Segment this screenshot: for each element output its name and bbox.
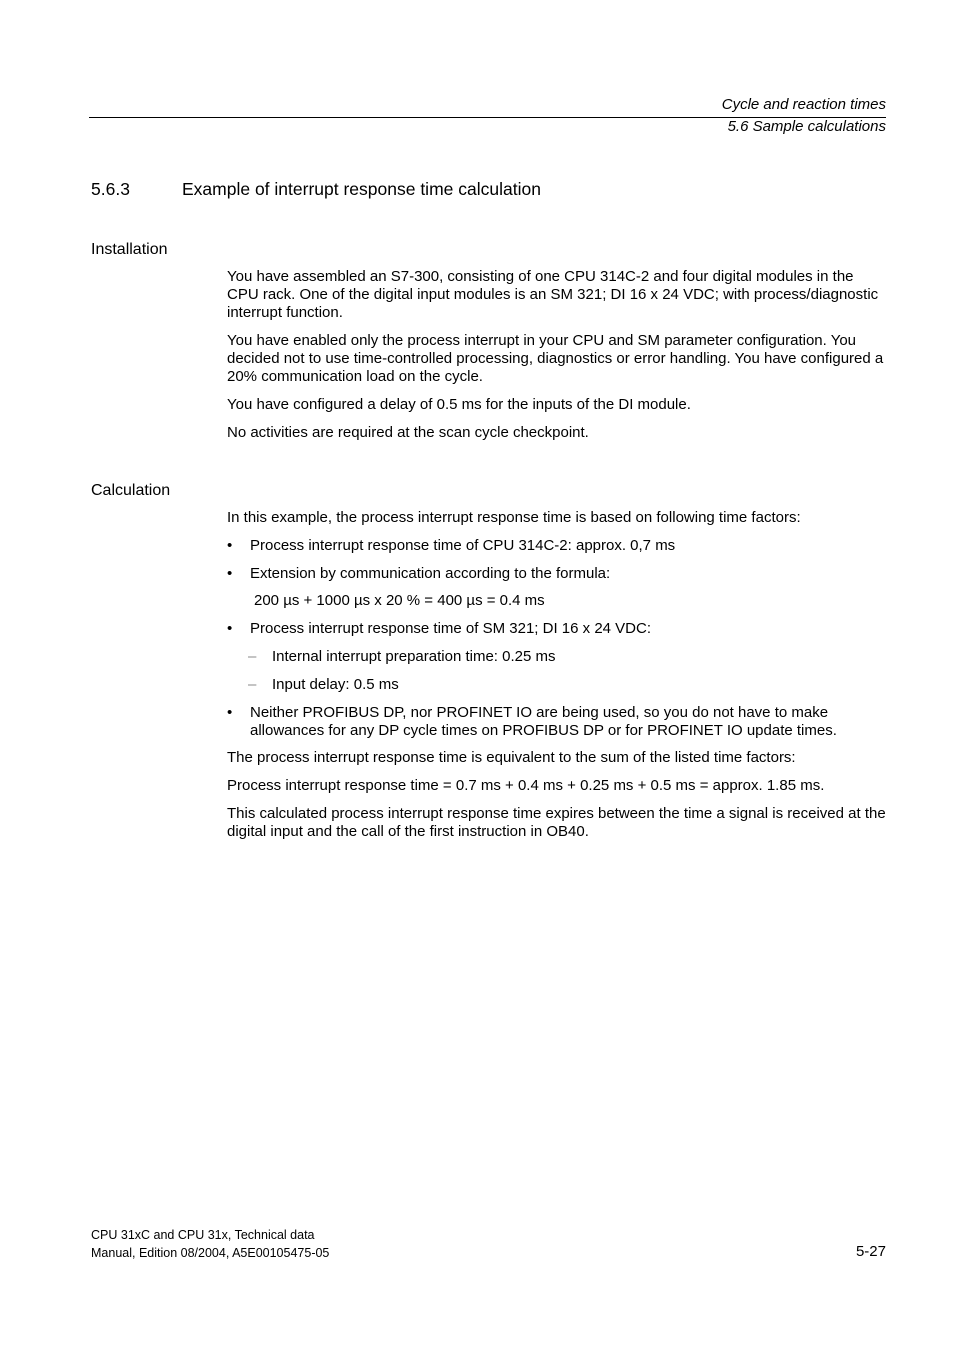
bullet-1-marker: • <box>227 537 233 554</box>
bullet-2-marker: • <box>227 565 233 582</box>
result-value: approx. 1.85 ms <box>712 777 821 794</box>
section-number: 5.6.3 <box>91 179 130 199</box>
installation-paragraph-2: You have enabled only the process interrupt in your CPU and SM parameter configuration. You decided not to use time-controlled processing, diagnostics or error handling. You have configured a 20% communication load on the cycle. <box>227 332 884 385</box>
footer-manual-title: CPU 31xC and CPU 31x, Technical data <box>91 1228 315 1242</box>
sum-statement: The process interrupt response time is equivalent to the sum of the listed time factors: <box>227 749 796 766</box>
installation-heading: Installation <box>91 241 168 258</box>
footer-edition: Manual, Edition 08/2004, A5E00105475-05 <box>91 1246 330 1260</box>
sub-bullet-1-text: Internal interrupt preparation time: 0.25 ms <box>272 648 556 665</box>
page-number: 5-27 <box>855 1243 886 1260</box>
bullet-3-marker: • <box>227 620 233 637</box>
calculation-intro: In this example, the process interrupt response time is based on following time factors: <box>227 509 801 526</box>
sub-bullet-2-marker: – <box>248 676 257 693</box>
section-title: Example of interrupt response time calculation <box>182 179 541 199</box>
sub-bullet-2-text: Input delay: 0.5 ms <box>272 676 399 693</box>
result-label: Process interrupt response time <box>227 777 439 794</box>
installation-paragraph-4: No activities are required at the scan cycle checkpoint. <box>227 424 589 441</box>
result-period: . <box>820 777 825 794</box>
running-header-section: 5.6 Sample calculations <box>727 118 886 135</box>
closing-paragraph: This calculated process interrupt response time expires between the time a signal is received at the digital input and the call of the first instruction in OB40. <box>227 805 886 840</box>
result-expression: = 0.7 ms + 0.4 ms + 0.25 ms + 0.5 ms = <box>438 777 713 794</box>
bullet-3-text: Process interrupt response time of SM 321; DI 16 x 24 VDC: <box>250 620 652 637</box>
bullet-2-text: Extension by communication according to the formula: <box>250 565 611 582</box>
bullet-4-marker: • <box>227 704 233 721</box>
communication-formula: 200 µs + 1000 µs x 20 % = 400 µs = 0.4 ms <box>254 592 545 609</box>
result-line <box>227 777 887 795</box>
bullet-1-text: Process interrupt response time of CPU 314C-2: approx. 0,7 ms <box>250 537 676 554</box>
running-header-chapter: Cycle and reaction times <box>721 96 886 113</box>
installation-paragraph-1: You have assembled an S7-300, consisting of one CPU 314C-2 and four digital modules in the CPU rack. One of the digital input modules is an SM 321; DI 16 x 24 VDC; with process/diagnostic interrupt function. <box>227 268 879 321</box>
sub-bullet-1-marker: – <box>248 648 257 665</box>
bullet-4-text: Neither PROFIBUS DP, nor PROFINET IO are being used, so you do not have to make allowances for any DP cycle times on PROFIBUS DP or for PROFINET IO update times. <box>250 704 837 739</box>
installation-paragraph-3: You have configured a delay of 0.5 ms for the inputs of the DI module. <box>227 396 691 413</box>
calculation-heading: Calculation <box>91 482 171 499</box>
